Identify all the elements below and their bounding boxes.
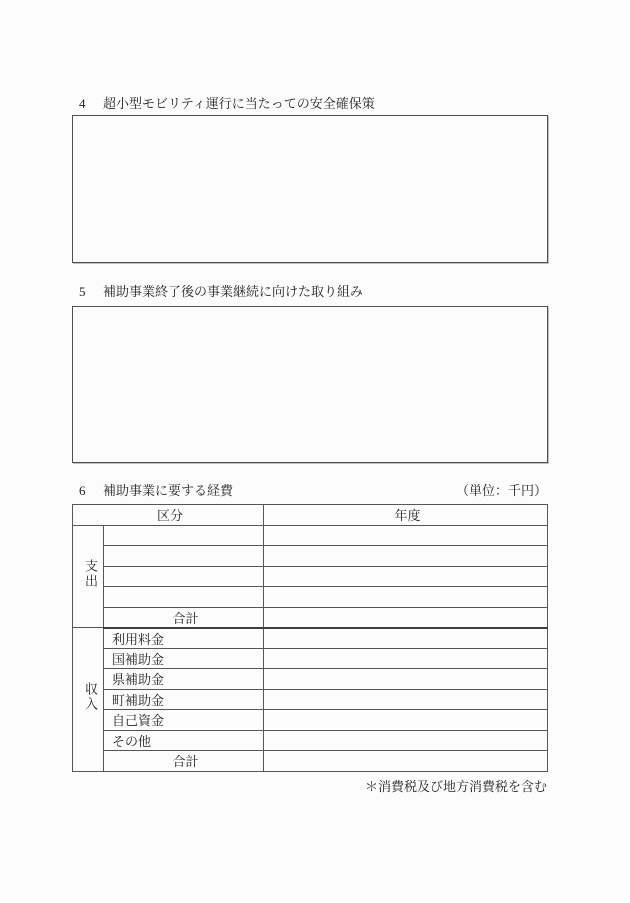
income-value-cell [264,669,548,690]
expenditure-total-label: 合計 [104,607,264,628]
expenditure-item-cell [104,566,264,587]
section5-answer-box [72,306,548,463]
section4-number: 4 [79,96,86,111]
section6-title: 補助事業に要する経費 [103,483,234,498]
expenditure-item-cell [104,587,264,608]
section5-heading [79,284,363,299]
expenditure-group-label: 支出 [83,559,98,590]
expenditure-row [73,525,548,546]
expense-table [72,504,548,772]
income-value-cell [264,689,548,710]
section4-title: 超小型モビリティ運行に当たっての安全確保策 [103,96,375,111]
expenditure-total-value [264,607,548,628]
expenditure-value-cell [264,546,548,567]
income-item-cell: 県補助金 [104,669,264,690]
header-category: 区分 [73,505,264,526]
income-group-label: 収入 [83,682,98,713]
expenditure-total-row [73,607,548,628]
expenditure-row [73,546,548,567]
section4-answer-box [72,115,548,263]
tax-footnote: ＊消費税及び地方消費税を含む [364,779,547,794]
income-row [73,689,548,710]
income-item-cell: 町補助金 [104,689,264,710]
income-group-cell [73,628,104,772]
income-item-cell: その他 [104,730,264,751]
section6-heading-row [72,483,547,498]
section5-title: 補助事業終了後の事業継続に向けた取り組み [103,284,364,299]
expenditure-value-cell [264,587,548,608]
expenditure-value-cell [264,525,548,546]
section5-number: 5 [79,284,86,299]
header-fiscal-year: 年度 [264,505,548,526]
income-item-cell: 利用料金 [104,628,264,649]
expenditure-item-cell [104,546,264,567]
expenditure-row [73,566,548,587]
income-total-value [264,751,548,772]
income-total-row [73,751,548,772]
income-row [73,628,548,649]
income-value-cell [264,730,548,751]
unit-note: （単位：千円） [455,483,547,498]
income-value-cell [264,648,548,669]
income-row [73,648,548,669]
income-value-cell [264,710,548,731]
section6-number: 6 [79,483,86,498]
income-total-label: 合計 [104,751,264,772]
table-header-row [73,505,548,526]
income-row [73,710,548,731]
expenditure-group-cell [73,525,104,628]
income-item-cell: 国補助金 [104,648,264,669]
section6-heading [72,483,233,498]
expenditure-row [73,587,548,608]
income-item-cell: 自己資金 [104,710,264,731]
income-row [73,669,548,690]
income-value-cell [264,628,548,649]
income-row [73,730,548,751]
expenditure-value-cell [264,566,548,587]
expenditure-item-cell [104,525,264,546]
section4-heading [79,96,375,111]
